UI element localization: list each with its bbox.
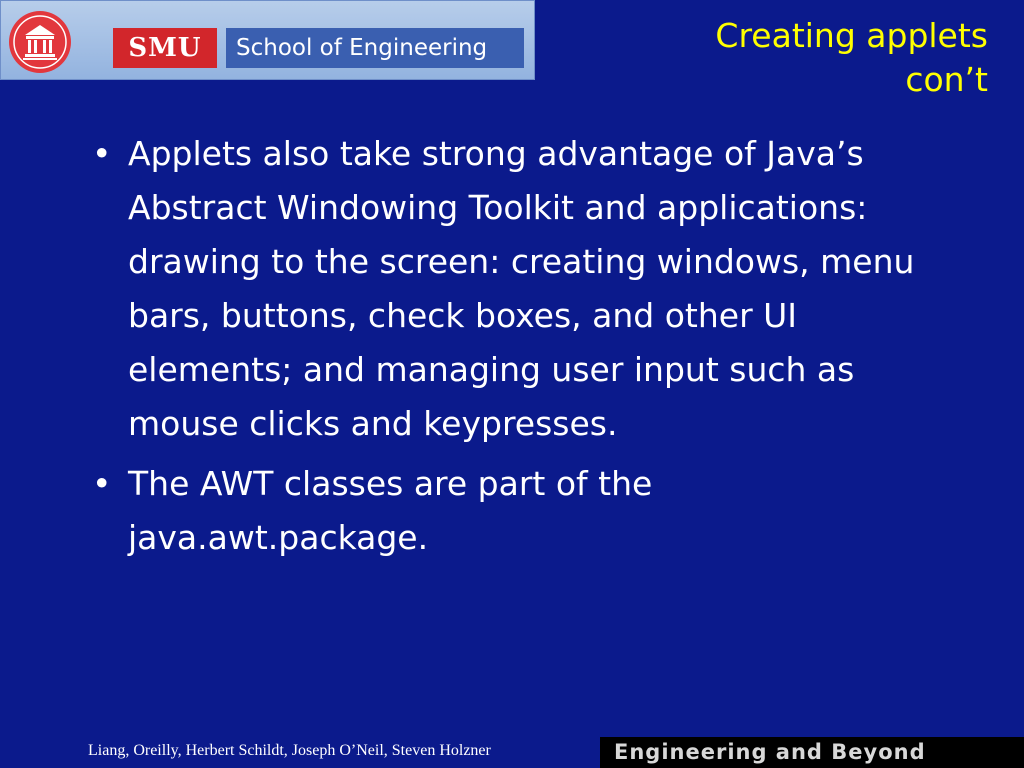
footer-citation: Liang, Oreilly, Herbert Schildt, Joseph O’Neil, Steven Holzner bbox=[88, 742, 491, 759]
bullet-marker: • bbox=[92, 134, 112, 173]
smu-seal-icon bbox=[7, 9, 97, 75]
slide-title bbox=[568, 14, 988, 102]
smu-wordmark: SMU bbox=[113, 28, 217, 68]
school-of-engineering-label: School of Engineering bbox=[226, 28, 524, 68]
slide-title-line-1: Creating applets bbox=[715, 16, 988, 55]
bullet-item-awt-package bbox=[88, 457, 948, 565]
bullet-marker: • bbox=[92, 464, 112, 503]
bullet-item-applets-awt bbox=[88, 127, 948, 451]
bullet-text: Applets also take strong advantage of Java’s Abstract Windowing Toolkit and applications: drawing to the screen: creating windows, menu bars, buttons, check boxes, and other UI elements; and managing user input such as mouse clicks and keypresses. bbox=[128, 134, 915, 443]
bullet-text: The AWT classes are part of the java.awt.package. bbox=[128, 464, 653, 557]
slide-title-line-2: con’t bbox=[905, 60, 988, 99]
smu-logo-banner bbox=[0, 0, 535, 80]
bullet-list bbox=[88, 127, 948, 571]
footer-tagline-banner: Engineering and Beyond bbox=[600, 737, 1024, 768]
